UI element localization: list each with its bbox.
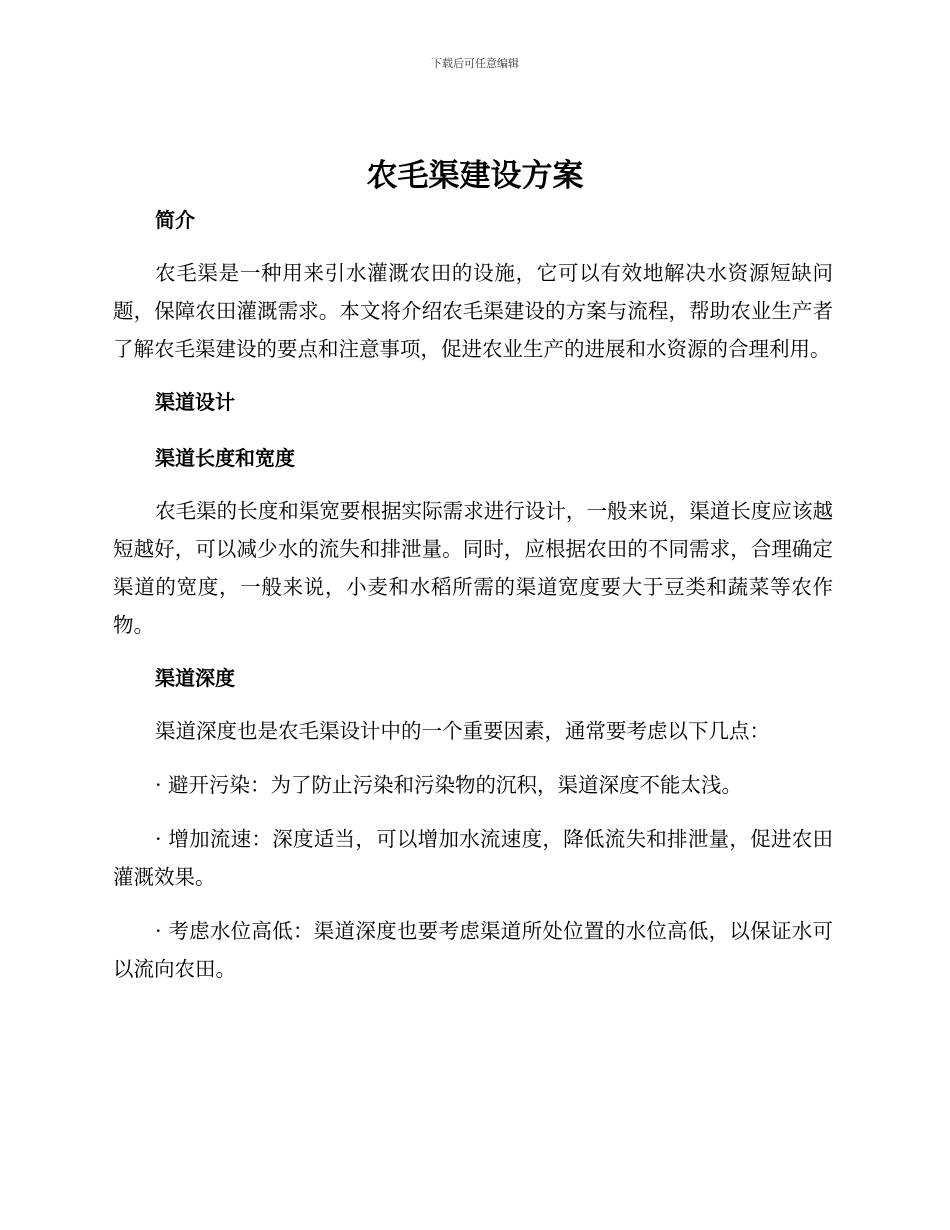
heading-channel-design: 渠道设计 [155,390,235,414]
bullet-item: · 考虑水位高低：渠道深度也要考虑渠道所处位置的水位高低，以保证水可以流向农田。 [113,919,833,981]
bullet-item: · 增加流速：深度适当，可以增加水流速度，降低流失和排泄量，促进农田灌溉效果。 [113,827,833,889]
heading-length-width: 渠道长度和宽度 [155,446,295,470]
header-note: 下载后可任意编辑 [431,57,519,70]
paragraph-length-width: 农毛渠的长度和渠宽要根据实际需求进行设计，一般来说，渠道长度应该越短越好，可以减少水的流失和排泄量。同时，应根据农田的不同需求，合理确定渠道的宽度，一般来说，小麦和水稻所需的渠道宽度要大于豆类和蔬菜等农作物。 [113,499,833,637]
heading-channel-depth: 渠道深度 [155,666,235,690]
paragraph-depth: 渠道深度也是农毛渠设计中的一个重要因素，通常要考虑以下几点： [155,719,770,743]
bullet-item: · 避开污染：为了防止污染和污染物的沉积，渠道深度不能太浅。 [155,773,743,797]
document-body [113,200,833,988]
paragraph-intro: 农毛渠是一种用来引水灌溉农田的设施，它可以有效地解决水资源短缺问题，保障农田灌溉需求。本文将介绍农毛渠建设的方案与流程，帮助农业生产者了解农毛渠建设的要点和注意事项，促进农业生产的进展和水资源的合理利用。 [113,261,833,361]
heading-intro: 简介 [155,208,195,232]
document-title: 农毛渠建设方案 [366,158,584,194]
